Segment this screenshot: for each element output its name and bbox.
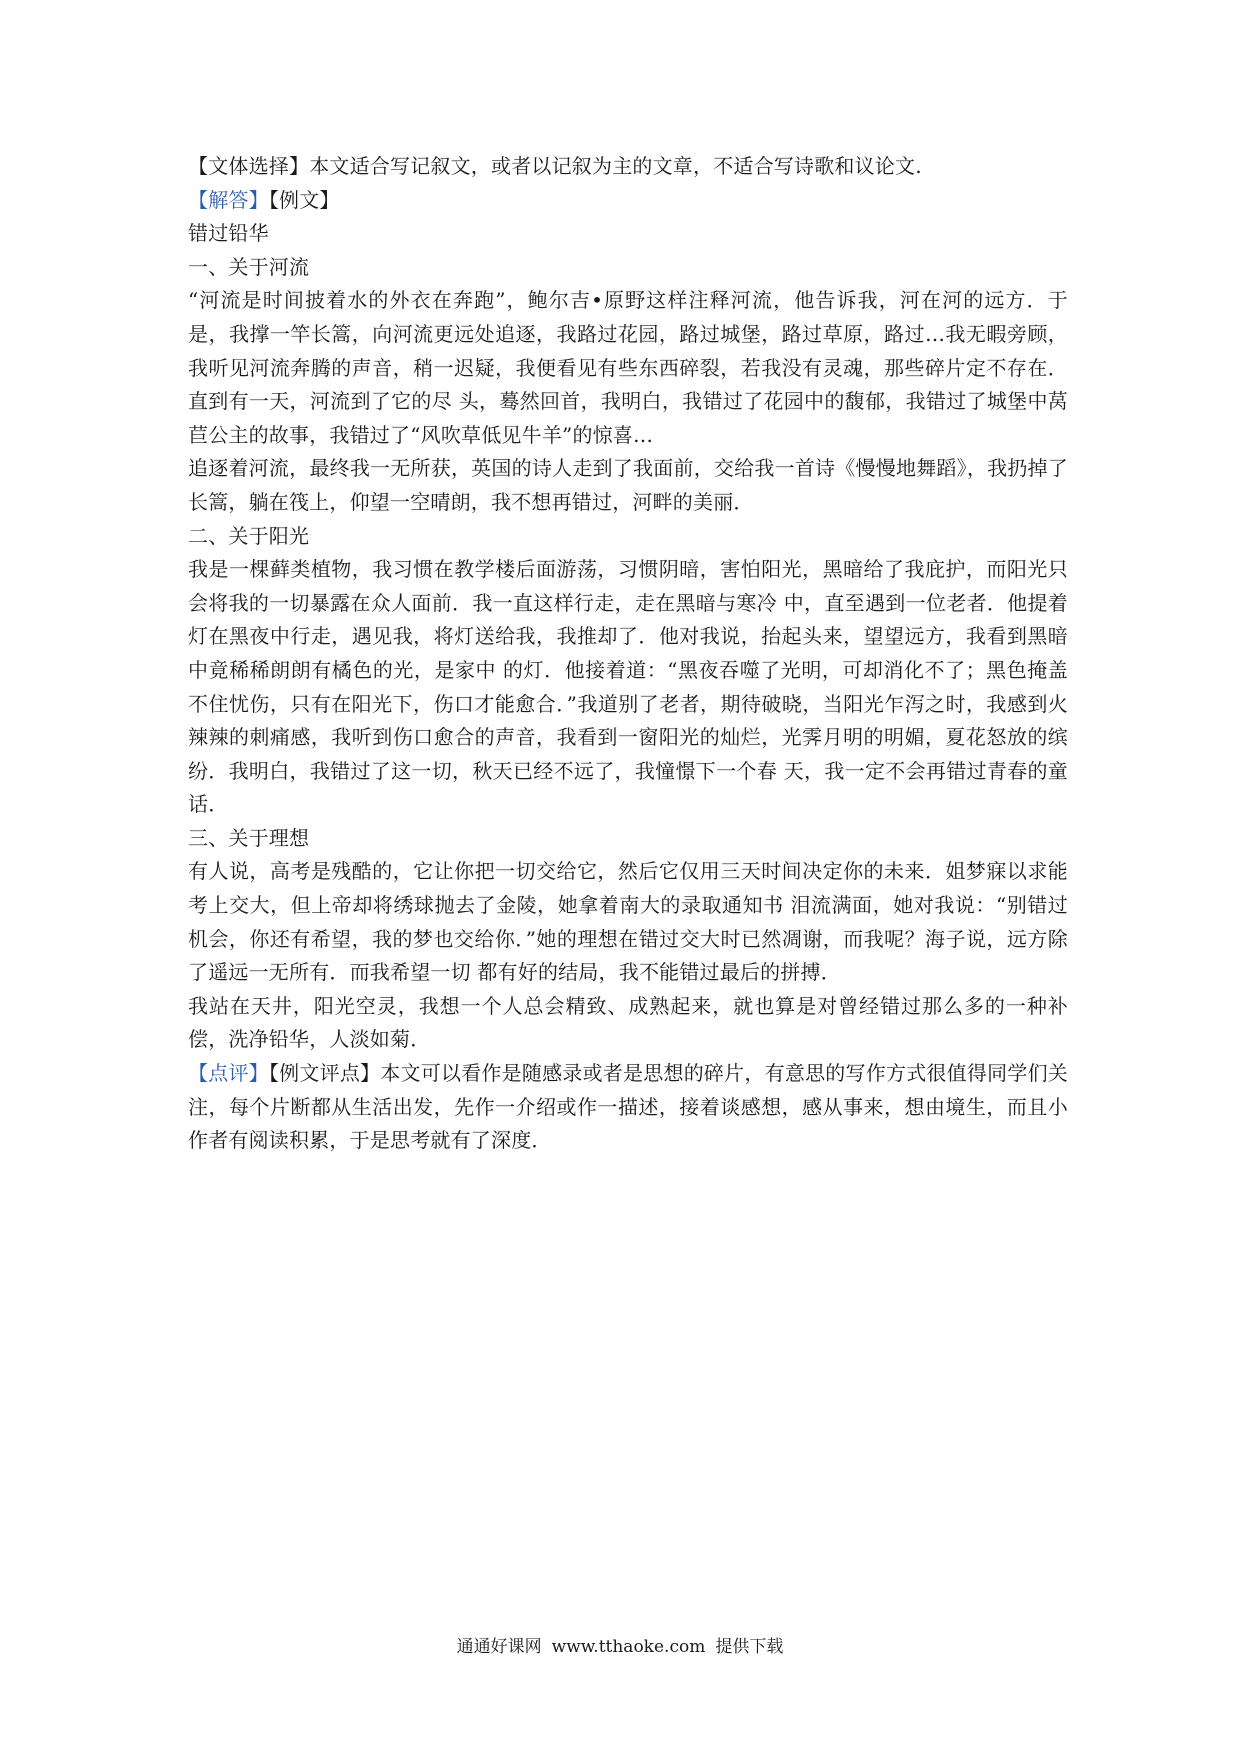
answer-line xyxy=(188,184,1068,218)
comment-sublabel: 【例文评点】 xyxy=(268,1061,381,1086)
footer-site-name: 通通好课网 xyxy=(456,1637,542,1657)
genre-selection-text: 本文适合写记叙文，或者以记叙为主的文章，不适合写诗歌和议论文. xyxy=(309,154,922,178)
section-heading-river: 一、关于河流 xyxy=(188,254,310,279)
genre-selection-bracket: 【文体选择】 xyxy=(188,154,310,178)
paragraph-ideal-2: 我站在天井，阳光空灵，我想一个人总会精致、成熟起来，就也算是对曾经错过那么多的一种补偿，洗净铅华，人淡如菊． xyxy=(188,993,1068,1052)
comment-label: 【点评】 xyxy=(188,1061,269,1086)
comment-text: 本文可以看作是随感录或者是思想的碎片，有意思的写作方式很值得同学们关注，每个片断都从生活出发，先作一介绍或作一描述，接着谈感想，感从事来，想由境生，而且小作者有阅读积累，于是思考就有了深度． xyxy=(188,1061,1068,1153)
essay-title: 错过铅华 xyxy=(188,221,269,246)
paragraph-river-2: 追逐着河流，最终我一无所获，英国的诗人走到了我面前，交给我一首诗《慢慢地舞蹈》，我扔掉了长篙，躺在筏上，仰望一空晴朗，我不想再错过，河畔的美丽． xyxy=(188,456,1068,514)
paragraph-ideal-1: 有人说，高考是残酷的，它让你把一切交给它，然后它仅用三天时间决定你的未来．姐梦寐以求能考上交大，但上帝却将绣球抛去了金陵，她拿着南大的录取通知书 泪流满面，她对我说：“别错过机会，你还有希望，我的梦也交给你．”她的理想在错过交大时已然凋谢，而我呢？海子说，远方除了遥远一无所有．而我希望一切 都有好的结局，我不能错过最后的拼搏． xyxy=(188,859,1068,985)
section-heading-ideal: 三、关于理想 xyxy=(188,825,310,850)
section-heading-sunshine: 二、关于阳光 xyxy=(188,523,310,548)
page-footer xyxy=(0,1632,1240,1657)
document-body xyxy=(188,150,1068,1158)
paragraph-sunshine-1: 我是一棵藓类植物，我习惯在教学楼后面游荡，习惯阴暗，害怕阳光，黑暗给了我庇护，而阳光只会将我的一切暴露在众人面前．我一直这样行走，走在黑暗与寒冷 中，直至遇到一位老者．他提着灯在黑夜中行走，遇见我，将灯送给我，我推却了．他对我说，抬起头来，望望远方，我看到黑暗中竟稀稀朗朗有橘色的光，是家中 的灯．他接着道：“黑夜吞噬了光明，可却消化不了；黑色掩盖不住忧伤，只有在阳光下，伤口才能愈合．”我道别了老者，期待破晓，当阳光乍泻之时，我感到火 辣辣的刺痛感，我听到伤口愈合的声音，我看到一窗阳光的灿烂，光霁月明的明媚，夏花怒放的缤纷．我明白，我错过了这一切，秋天已经不远了，我憧憬下一个春 天，我一定不会再错过青春的童话． xyxy=(188,557,1068,817)
paragraph-river-1: “河流是时间披着水的外衣在奔跑”，鲍尔吉•原野这样注释河流，他告诉我，河在河的远方．于是，我撑一竿长篙，向河流更远处追逐，我路过花园，路过城堡，路过草原，路过…我无暇旁顾，我听见河流奔腾的声音，稍一迟疑，我便看见有些东西碎裂，若我没有灵魂，那些碎片定不存在．直到有一天，河流到了它的尽 头，蓦然回首，我明白，我错过了花园中的馥郁，我错过了城堡中莴苣公主的故事，我错过了“风吹草低见牛羊”的惊喜… xyxy=(188,288,1068,447)
footer-url[interactable]: www.tthaoke.com xyxy=(551,1637,706,1657)
footer-suffix: 提供下载 xyxy=(715,1637,784,1657)
answer-label: 【解答】 xyxy=(188,187,269,212)
comment-paragraph xyxy=(188,1057,1068,1158)
genre-selection-line xyxy=(188,150,1068,184)
example-essay-label: 【例文】 xyxy=(268,187,340,212)
